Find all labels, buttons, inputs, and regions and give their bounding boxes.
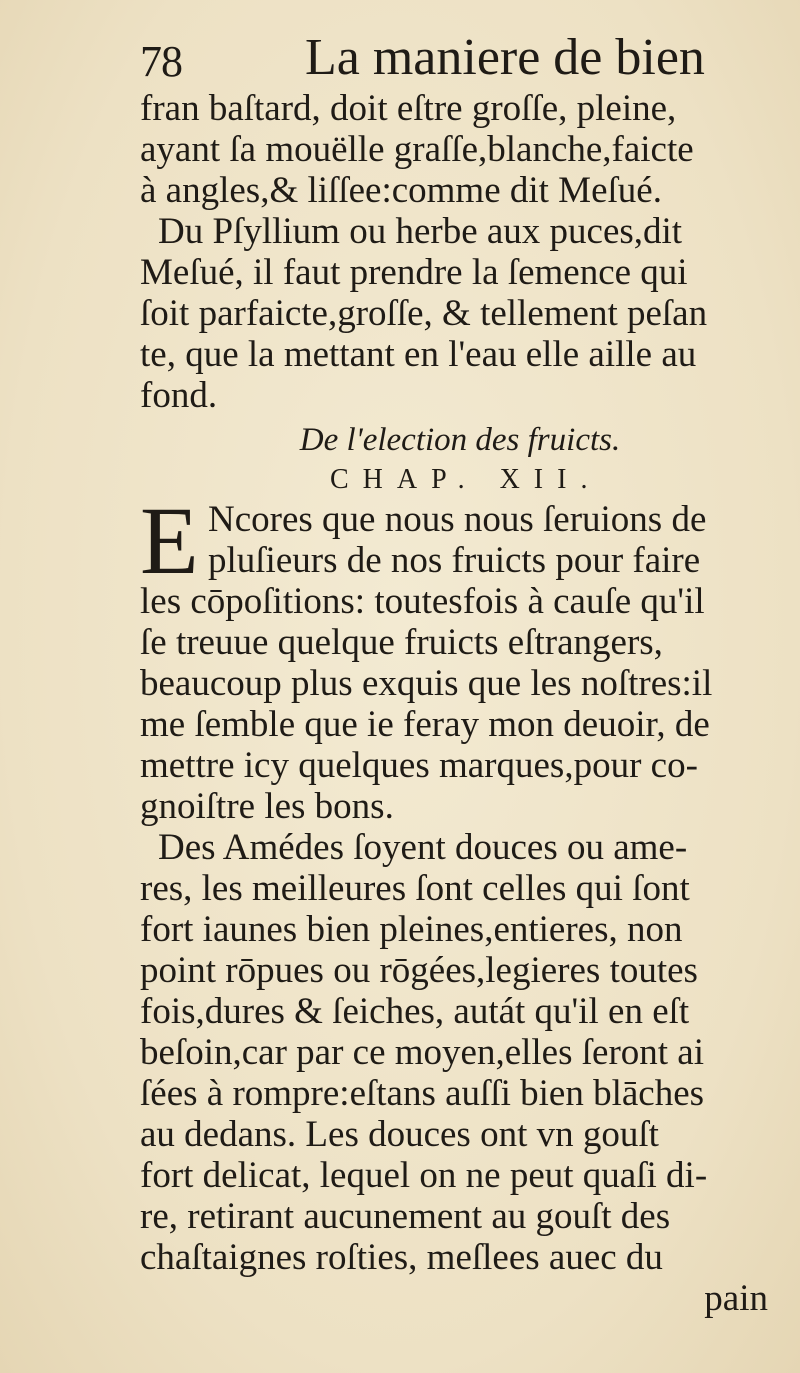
text-line: fran baſtard, doit eſtre groſſe, pleine, — [140, 88, 677, 129]
text-line: fort delicat, lequel on ne peut quaſi di- — [140, 1155, 708, 1196]
text-line: ſoit parfaicte,groſſe, & tellement peſan — [140, 293, 708, 334]
text-line: au dedans. Les douces ont vn gouſt — [140, 1114, 659, 1155]
text-line: les cōpoſitions: toutesfois à cauſe qu'il — [140, 581, 705, 622]
text-line: me ſemble que ie feray mon deuoir, de — [140, 704, 710, 745]
text-line: Du Pſyllium ou herbe aux puces,dit — [158, 211, 683, 252]
text-line: re, retirant aucunement au gouſt des — [140, 1196, 671, 1237]
drop-cap: E — [140, 487, 199, 594]
text-line: à angles,& liſſee:comme dit Meſué. — [140, 170, 662, 211]
text-line: gnoiſtre les bons. — [140, 786, 394, 827]
running-head: La maniere de bien — [305, 29, 705, 86]
catchword: pain — [704, 1278, 768, 1319]
text-line: beaucoup plus exquis que les noſtres:il — [140, 663, 713, 704]
text-line: fond. — [140, 375, 218, 416]
text-line: Ncores que nous nous ſeruions de — [208, 499, 707, 540]
text-line: te, que la mettant en l'eau elle aille au — [140, 334, 697, 375]
text-line: point rōpues ou rōgées,legieres toutes — [140, 950, 698, 991]
chapter-heading: CHAP. XII. — [330, 464, 602, 495]
text-line: beſoin,car par ce moyen,elles ſeront ai — [140, 1032, 704, 1073]
body-text — [140, 88, 780, 1319]
text-line: mettre icy quelques marques,pour co- — [140, 745, 698, 786]
section-title: De l'election des fruicts. — [299, 422, 621, 458]
page-number: 78 — [140, 37, 182, 86]
text-line: chaſtaignes roſties, meſlees auec du — [140, 1237, 663, 1278]
text-line: fois,dures & ſeiches, autát qu'il en eſt — [140, 991, 690, 1032]
text-line: Des Amédes ſoyent douces ou ame- — [158, 827, 688, 868]
text-line: fort iaunes bien pleines,entieres, non — [140, 909, 683, 950]
text-line: ſées à rompre:eſtans auſſi bien blāches — [140, 1073, 705, 1114]
chapter-opening — [140, 487, 780, 594]
text-line: ſe treuue quelque fruicts eſtrangers, — [140, 622, 663, 663]
text-line: Meſué, il faut prendre la ſemence qui — [140, 252, 688, 293]
text-line: res, les meilleures ſont celles qui ſont — [140, 868, 690, 909]
text-line: ayant ſa mouëlle graſſe,blanche,faicte — [140, 129, 694, 170]
text-line: pluſieurs de nos fruicts pour faire — [208, 540, 701, 581]
